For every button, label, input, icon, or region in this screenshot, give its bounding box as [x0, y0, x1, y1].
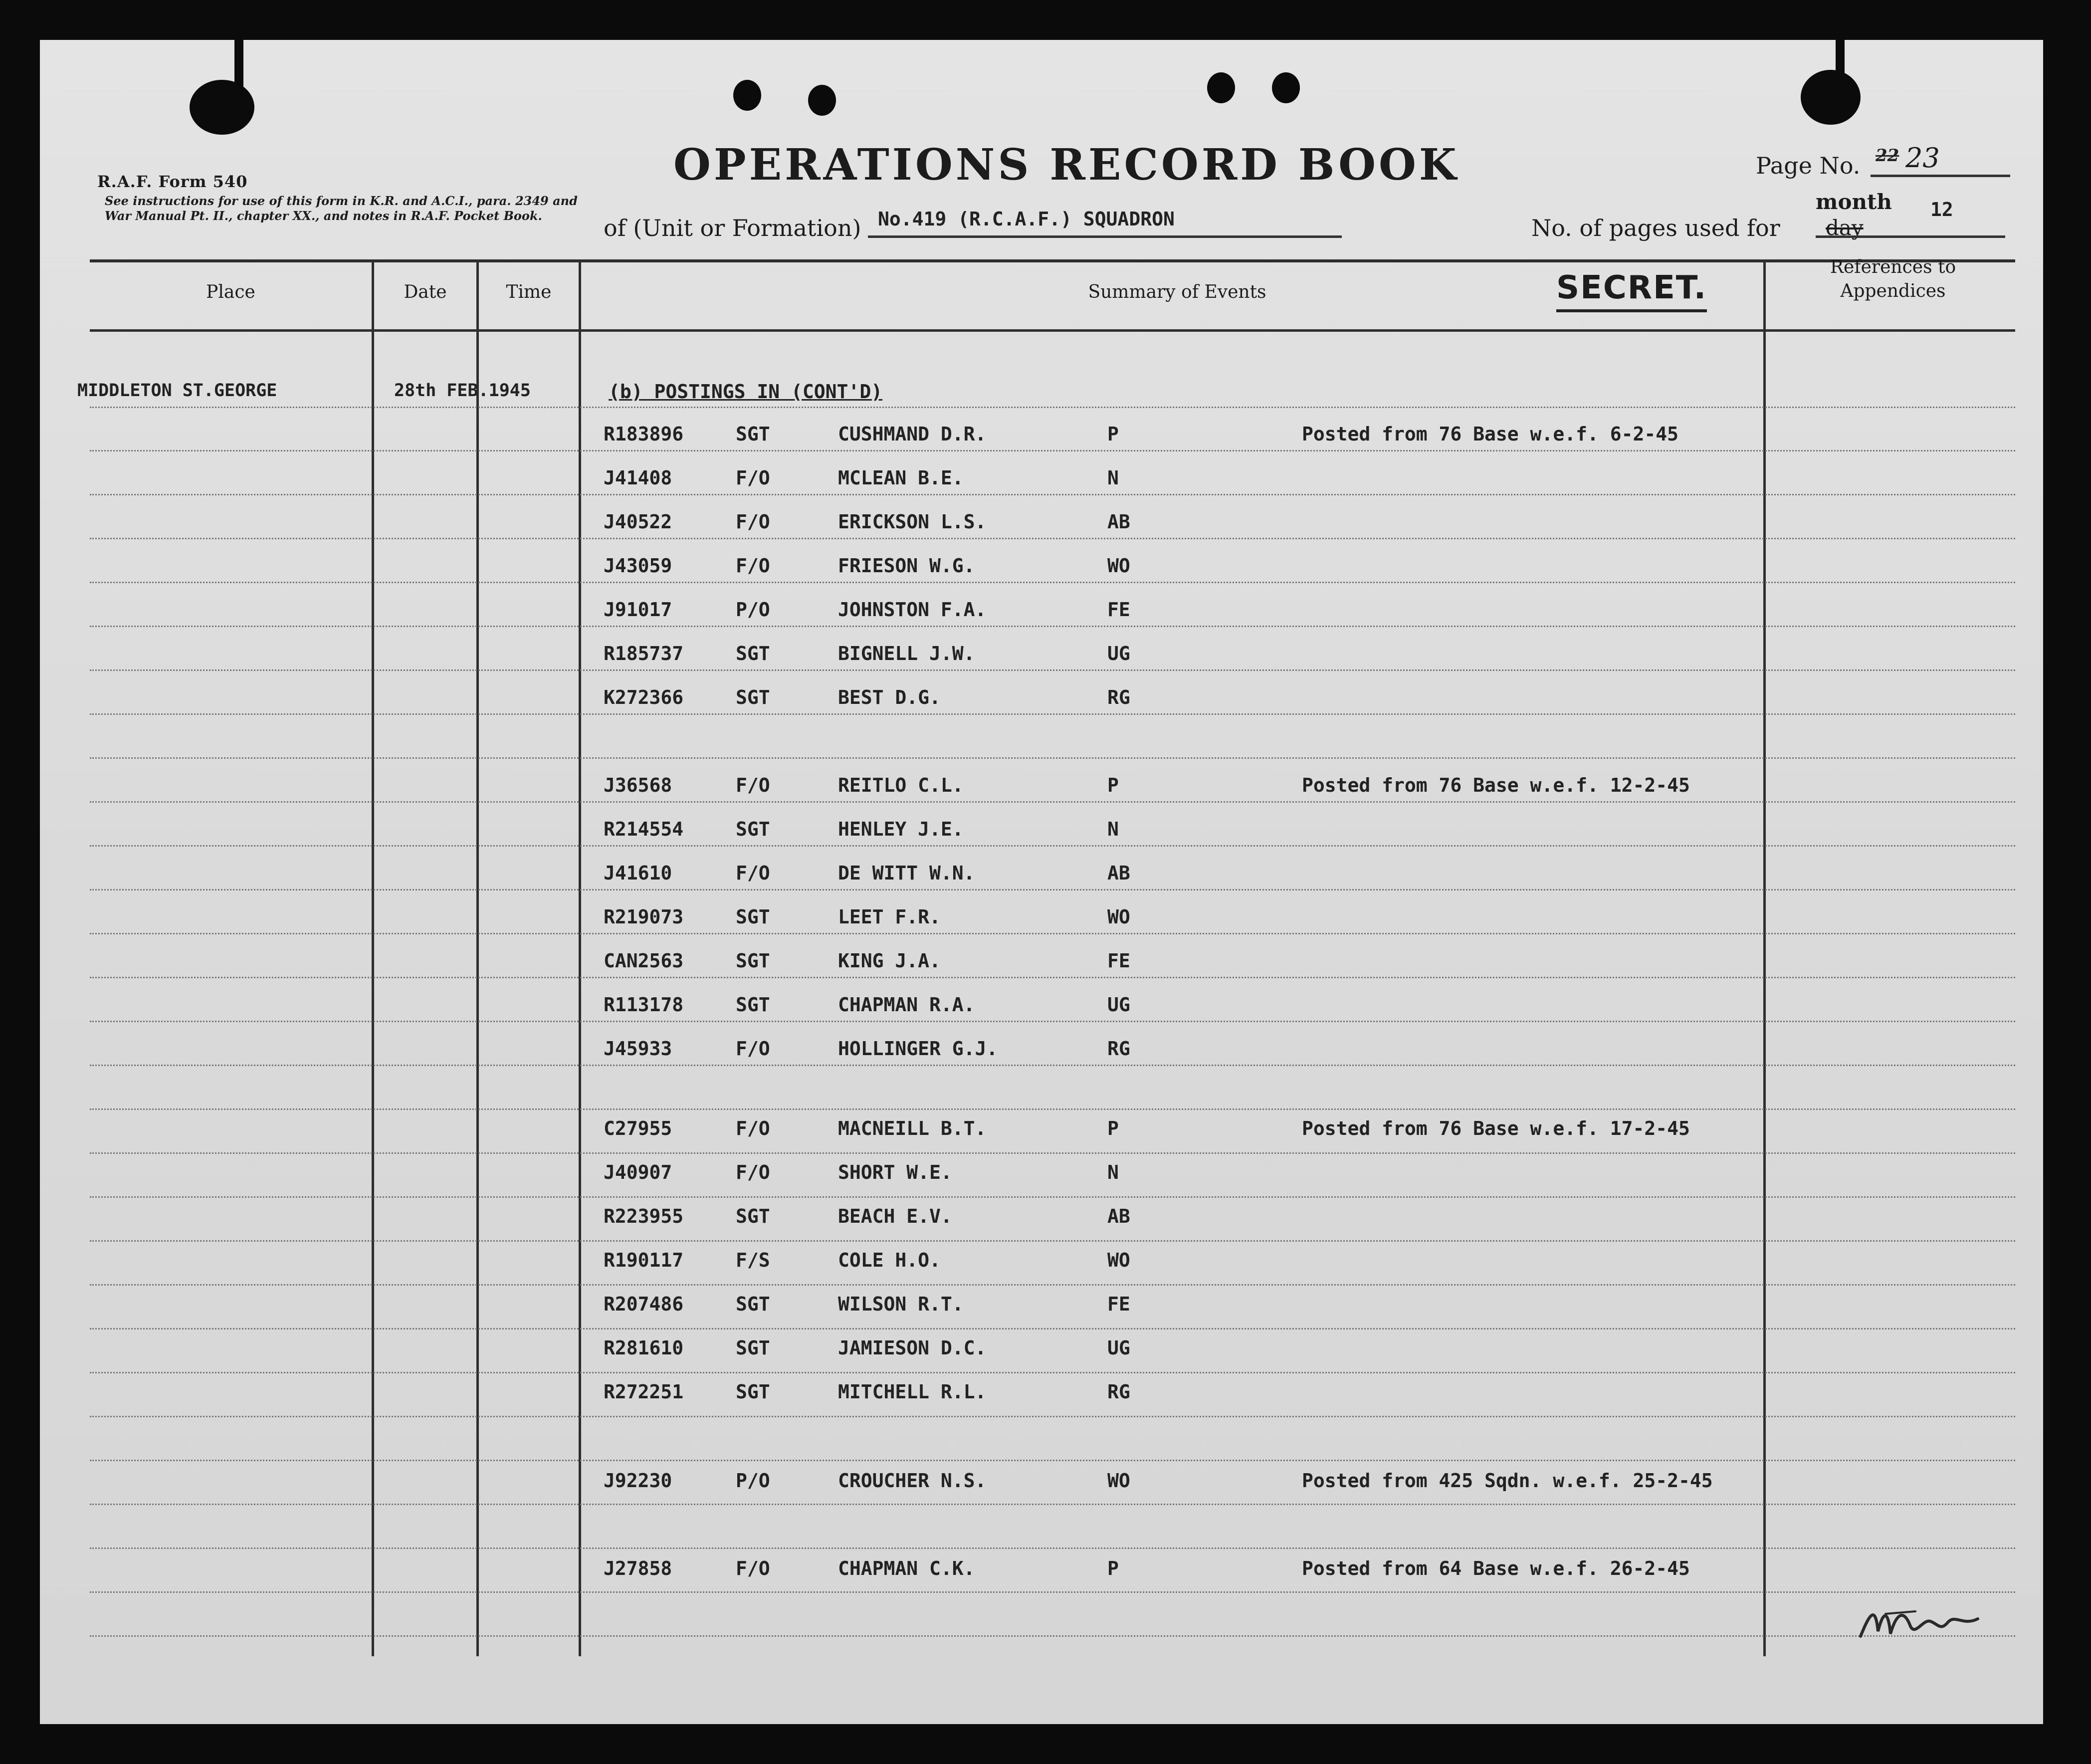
airman-name: FRIESON W.G.: [838, 555, 975, 577]
airman-name: JAMIESON D.C.: [838, 1337, 987, 1359]
ruled-line: [90, 1240, 2015, 1242]
service-number: R219073: [604, 906, 684, 928]
punch-hole: [808, 85, 836, 116]
rank: F/O: [736, 1557, 770, 1579]
rank: SGT: [736, 643, 770, 664]
aircrew-category: WO: [1107, 906, 1130, 928]
ruled-line: [90, 494, 2015, 495]
rank: F/O: [736, 467, 770, 489]
ruled-line: [90, 669, 2015, 671]
aircrew-category: FE: [1107, 950, 1130, 972]
airman-name: ERICKSON L.S.: [838, 511, 987, 533]
ruled-line: [90, 1065, 2015, 1066]
punch-hole: [733, 80, 761, 111]
service-number: R113178: [604, 994, 684, 1016]
ruled-line: [90, 801, 2015, 803]
aircrew-category: WO: [1107, 1249, 1130, 1271]
aircrew-category: WO: [1107, 555, 1130, 577]
rank: F/O: [736, 774, 770, 796]
ruled-line: [90, 1635, 2015, 1637]
aircrew-category: FE: [1107, 1293, 1130, 1315]
service-number: J91017: [604, 599, 672, 621]
service-number: R223955: [604, 1205, 684, 1227]
column-header-summary: Summary of Events: [1088, 282, 1266, 302]
rank: SGT: [736, 1337, 770, 1359]
airman-name: WILSON R.T.: [838, 1293, 964, 1315]
secret-stamp: SECRET.: [1556, 269, 1707, 312]
aircrew-category: N: [1107, 818, 1119, 840]
airman-name: BEACH E.V.: [838, 1205, 952, 1227]
rank: SGT: [736, 950, 770, 972]
rank: SGT: [736, 423, 770, 445]
column-header-place: Place: [206, 282, 255, 302]
service-number: J27858: [604, 1557, 672, 1579]
ruled-line: [90, 407, 2015, 408]
aircrew-category: UG: [1107, 643, 1130, 664]
airman-name: KING J.A.: [838, 950, 941, 972]
aircrew-category: N: [1107, 1161, 1119, 1183]
rank: F/O: [736, 862, 770, 884]
ruled-line: [90, 1504, 2015, 1505]
table-top-border: [90, 259, 2015, 262]
column-divider: [372, 259, 374, 1656]
pages-used-line: [1816, 235, 2005, 238]
airman-name: MCLEAN B.E.: [838, 467, 964, 489]
aircrew-category: AB: [1107, 1205, 1130, 1227]
aircrew-category: AB: [1107, 862, 1130, 884]
service-number: CAN2563: [604, 950, 684, 972]
binder-hole-left: [190, 80, 254, 135]
service-number: J40522: [604, 511, 672, 533]
ruled-line: [90, 1416, 2015, 1417]
binder-hole-right: [1801, 70, 1861, 125]
posting-remark: Posted from 76 Base w.e.f. 6-2-45: [1302, 423, 1678, 445]
service-number: J45933: [604, 1038, 672, 1060]
ruled-line: [90, 1328, 2015, 1329]
unit-label: of (Unit or Formation): [604, 215, 861, 241]
column-header-references: References to Appendices: [1830, 257, 1956, 301]
service-number: J43059: [604, 555, 672, 577]
airman-name: CHAPMAN C.K.: [838, 1557, 975, 1579]
ruled-line: [90, 933, 2015, 934]
posting-remark: Posted from 76 Base w.e.f. 12-2-45: [1302, 774, 1690, 796]
pages-used-written-word: month: [1816, 190, 1892, 214]
ruled-line: [90, 977, 2015, 978]
aircrew-category: RG: [1107, 1038, 1130, 1060]
page-title: OPERATIONS RECORD BOOK: [673, 140, 1460, 190]
aircrew-category: RG: [1107, 686, 1130, 708]
service-number: R190117: [604, 1249, 684, 1271]
airman-name: BEST D.G.: [838, 686, 941, 708]
rank: F/S: [736, 1249, 770, 1271]
service-number: J41408: [604, 467, 672, 489]
service-number: R272251: [604, 1381, 684, 1403]
service-number: J40907: [604, 1161, 672, 1183]
aircrew-category: N: [1107, 467, 1119, 489]
airman-name: JOHNSTON F.A.: [838, 599, 987, 621]
rank: SGT: [736, 906, 770, 928]
rank: SGT: [736, 818, 770, 840]
rank: F/O: [736, 555, 770, 577]
ruled-line: [90, 1591, 2015, 1593]
posting-remark: Posted from 425 Sqdn. w.e.f. 25-2-45: [1302, 1470, 1713, 1492]
form-sheet: [40, 40, 2043, 1724]
service-number: R185737: [604, 643, 684, 664]
service-number: R183896: [604, 423, 684, 445]
page-number-line: [1871, 175, 2010, 177]
punch-hole: [1207, 72, 1235, 103]
airman-name: LEET F.R.: [838, 906, 941, 928]
column-divider: [1763, 259, 1766, 1656]
page-number-label: Page No.: [1756, 152, 1861, 179]
airman-name: HENLEY J.E.: [838, 818, 964, 840]
pages-used-label: No. of pages used for: [1531, 215, 1780, 241]
rank: F/O: [736, 1117, 770, 1139]
rank: SGT: [736, 1293, 770, 1315]
aircrew-category: P: [1107, 423, 1119, 445]
aircrew-category: AB: [1107, 511, 1130, 533]
airman-name: DE WITT W.N.: [838, 862, 975, 884]
ruled-line: [90, 582, 2015, 583]
service-number: J92230: [604, 1470, 672, 1492]
column-header-time: Time: [506, 282, 552, 302]
ruled-line: [90, 538, 2015, 539]
unit-value: No.419 (R.C.A.F.) SQUADRON: [878, 208, 1175, 230]
service-number: R207486: [604, 1293, 684, 1315]
form-instructions: See instructions for use of this form in K.R. and A.C.I., para. 2349 and War Manual Pt. II., chapter XX., and notes in R.A.F. Pocket Book.: [105, 194, 578, 223]
airman-name: MACNEILL B.T.: [838, 1117, 987, 1139]
posting-remark: Posted from 76 Base w.e.f. 17-2-45: [1302, 1117, 1690, 1139]
rank: F/O: [736, 1161, 770, 1183]
aircrew-category: P: [1107, 1117, 1119, 1139]
ruled-line: [90, 626, 2015, 627]
airman-name: BIGNELL J.W.: [838, 643, 975, 664]
aircrew-category: P: [1107, 1557, 1119, 1579]
airman-name: CUSHMAND D.R.: [838, 423, 987, 445]
ruled-line: [90, 1372, 2015, 1373]
aircrew-category: WO: [1107, 1470, 1130, 1492]
ruled-line: [90, 889, 2015, 890]
entry-date: 28th FEB.1945: [394, 381, 531, 401]
column-divider: [579, 259, 581, 1656]
rank: SGT: [736, 994, 770, 1016]
airman-name: HOLLINGER G.J.: [838, 1038, 998, 1060]
ruled-line: [90, 757, 2015, 759]
punch-hole: [1272, 72, 1300, 103]
airman-name: SHORT W.E.: [838, 1161, 952, 1183]
aircrew-category: P: [1107, 774, 1119, 796]
airman-name: REITLO C.L.: [838, 774, 964, 796]
rank: SGT: [736, 686, 770, 708]
ruled-line: [90, 1196, 2015, 1198]
aircrew-category: UG: [1107, 1337, 1130, 1359]
ruled-line: [90, 1460, 2015, 1461]
rank: SGT: [736, 1381, 770, 1403]
signature: [1856, 1591, 1985, 1651]
entry-heading: (b) POSTINGS IN (CONT'D): [609, 381, 883, 403]
aircrew-category: RG: [1107, 1381, 1130, 1403]
service-number: K272366: [604, 686, 684, 708]
unit-line: [868, 235, 1342, 238]
airman-name: COLE H.O.: [838, 1249, 941, 1271]
pages-used-crossed-word: day: [1826, 216, 1864, 240]
column-divider: [476, 259, 479, 1656]
entry-place: MIDDLETON ST.GEORGE: [77, 381, 277, 401]
rank: F/O: [736, 1038, 770, 1060]
rank: SGT: [736, 1205, 770, 1227]
page-number-value: 23: [1905, 142, 1940, 174]
ruled-line: [90, 1152, 2015, 1154]
ruled-line: [90, 1284, 2015, 1286]
column-header-date: Date: [404, 282, 447, 302]
ruled-line: [90, 713, 2015, 715]
ruled-line: [90, 1547, 2015, 1549]
airman-name: CHAPMAN R.A.: [838, 994, 975, 1016]
table-header-border: [90, 329, 2015, 332]
ruled-line: [90, 845, 2015, 847]
rank: P/O: [736, 1470, 770, 1492]
service-number: R281610: [604, 1337, 684, 1359]
rank: F/O: [736, 511, 770, 533]
ruled-line: [90, 1021, 2015, 1022]
airman-name: MITCHELL R.L.: [838, 1381, 987, 1403]
service-number: C27955: [604, 1117, 672, 1139]
airman-name: CROUCHER N.S.: [838, 1470, 987, 1492]
posting-remark: Posted from 64 Base w.e.f. 26-2-45: [1302, 1557, 1690, 1579]
page-number-crossed: 22: [1876, 146, 1899, 166]
service-number: J36568: [604, 774, 672, 796]
aircrew-category: UG: [1107, 994, 1130, 1016]
service-number: R214554: [604, 818, 684, 840]
rank: P/O: [736, 599, 770, 621]
aircrew-category: FE: [1107, 599, 1130, 621]
pages-used-value: 12: [1930, 199, 1953, 220]
ruled-line: [90, 450, 2015, 451]
service-number: J41610: [604, 862, 672, 884]
ruled-line: [90, 1108, 2015, 1110]
form-number: R.A.F. Form 540: [97, 172, 248, 191]
